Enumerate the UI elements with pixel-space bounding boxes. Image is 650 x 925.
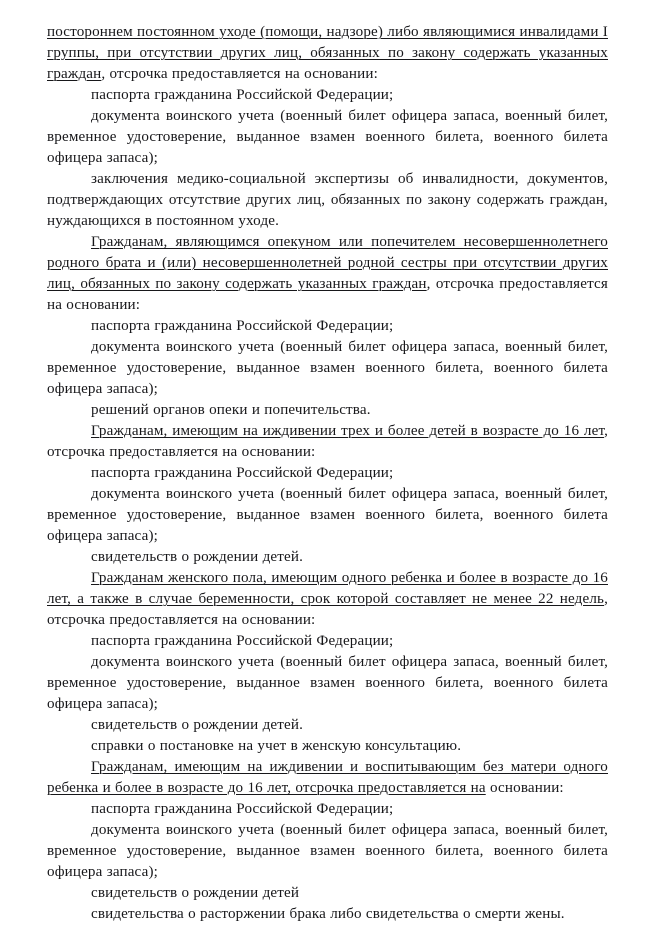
list-item: паспорта гражданина Российской Федерации;: [91, 465, 394, 481]
list-item: заключения медико-социальной экспертизы об инвалидности, документов, подтверждающих отсутствие других лиц, обязанных по закону содержать граждан, нуждающихся в постоянном уходе.: [47, 171, 608, 229]
list-item: документа воинского учета (военный билет офицера запаса, военный билет, временное удостоверение, выданное взамен военного билета, военного билета офицера запаса);: [47, 654, 608, 712]
list-item: документа воинского учета (военный билет офицера запаса, военный билет, временное удостоверение, выданное взамен военного билета, военного билета офицера запаса);: [47, 486, 608, 544]
underlined-clause: постороннем постоянном уходе (помощи, надзоре) либо являющимися инвалидами I группы, при отсутствии других лиц, обязанных по закону содержать указанных граждан: [47, 24, 608, 82]
clause-tail: , отсрочка предоставляется на основании:: [47, 276, 608, 313]
list-item: документа воинского учета (военный билет офицера запаса, военный билет, временное удостоверение, выданное взамен военного билета, военного билета офицера запаса);: [47, 108, 608, 166]
list-item: решений органов опеки и попечительства.: [91, 402, 371, 418]
list-item: свидетельства о расторжении брака либо свидетельства о смерти жены.: [91, 906, 565, 922]
underlined-clause: Гражданам, являющимся опекуном или попечителем несовершеннолетнего родного брата и (или) несовершеннолетней родной сестры при отсутствии других лиц, обязанных по закону содержать указанных граждан: [47, 234, 608, 292]
underlined-clause: Гражданам, имеющим на иждивении и воспитывающим без матери одного ребенка и более в возрасте до 16 лет, отсрочка предоставляется на: [47, 759, 608, 796]
underlined-clause: Гражданам, имеющим на иждивении трех и более детей в возрасте до 16 лет: [91, 423, 605, 439]
list-item: свидетельств о рождении детей: [91, 885, 300, 901]
paragraph-three-children: [47, 421, 608, 463]
list-item: документа воинского учета (военный билет офицера запаса, военный билет, временное удостоверение, выданное взамен военного билета, военного билета офицера запаса);: [47, 339, 608, 397]
underlined-clause: Гражданам женского пола, имеющим одного ребенка и более в возрасте до 16 лет, а также в случае беременности, срок которой составляет не менее 22 недель: [47, 570, 608, 607]
list-item: свидетельств о рождении детей.: [91, 549, 304, 565]
list-item: документа воинского учета (военный билет офицера запаса, военный билет, временное удостоверение, выданное взамен военного билета, военного билета офицера запаса);: [47, 822, 608, 880]
paragraph-without-mother: [47, 757, 608, 799]
clause-tail: основании:: [489, 780, 564, 796]
clause-tail: , отсрочка предоставляется на основании:: [47, 591, 608, 628]
list-item: справки о постановке на учет в женскую консультацию.: [91, 738, 462, 754]
clause-tail: , отсрочка предоставляется на основании:: [101, 66, 378, 82]
list-item: паспорта гражданина Российской Федерации;: [91, 633, 394, 649]
paragraph-continued-invalids: [47, 22, 608, 85]
document-text-body: [47, 22, 608, 925]
list-item: паспорта гражданина Российской Федерации;: [91, 318, 394, 334]
clause-tail: , отсрочка предоставляется на основании:: [47, 423, 608, 460]
list-item: свидетельств о рождении детей.: [91, 717, 304, 733]
list-item: паспорта гражданина Российской Федерации;: [91, 87, 394, 103]
paragraph-female-citizens: [47, 568, 608, 631]
list-item: паспорта гражданина Российской Федерации;: [91, 801, 394, 817]
paragraph-guardian: [47, 232, 608, 316]
